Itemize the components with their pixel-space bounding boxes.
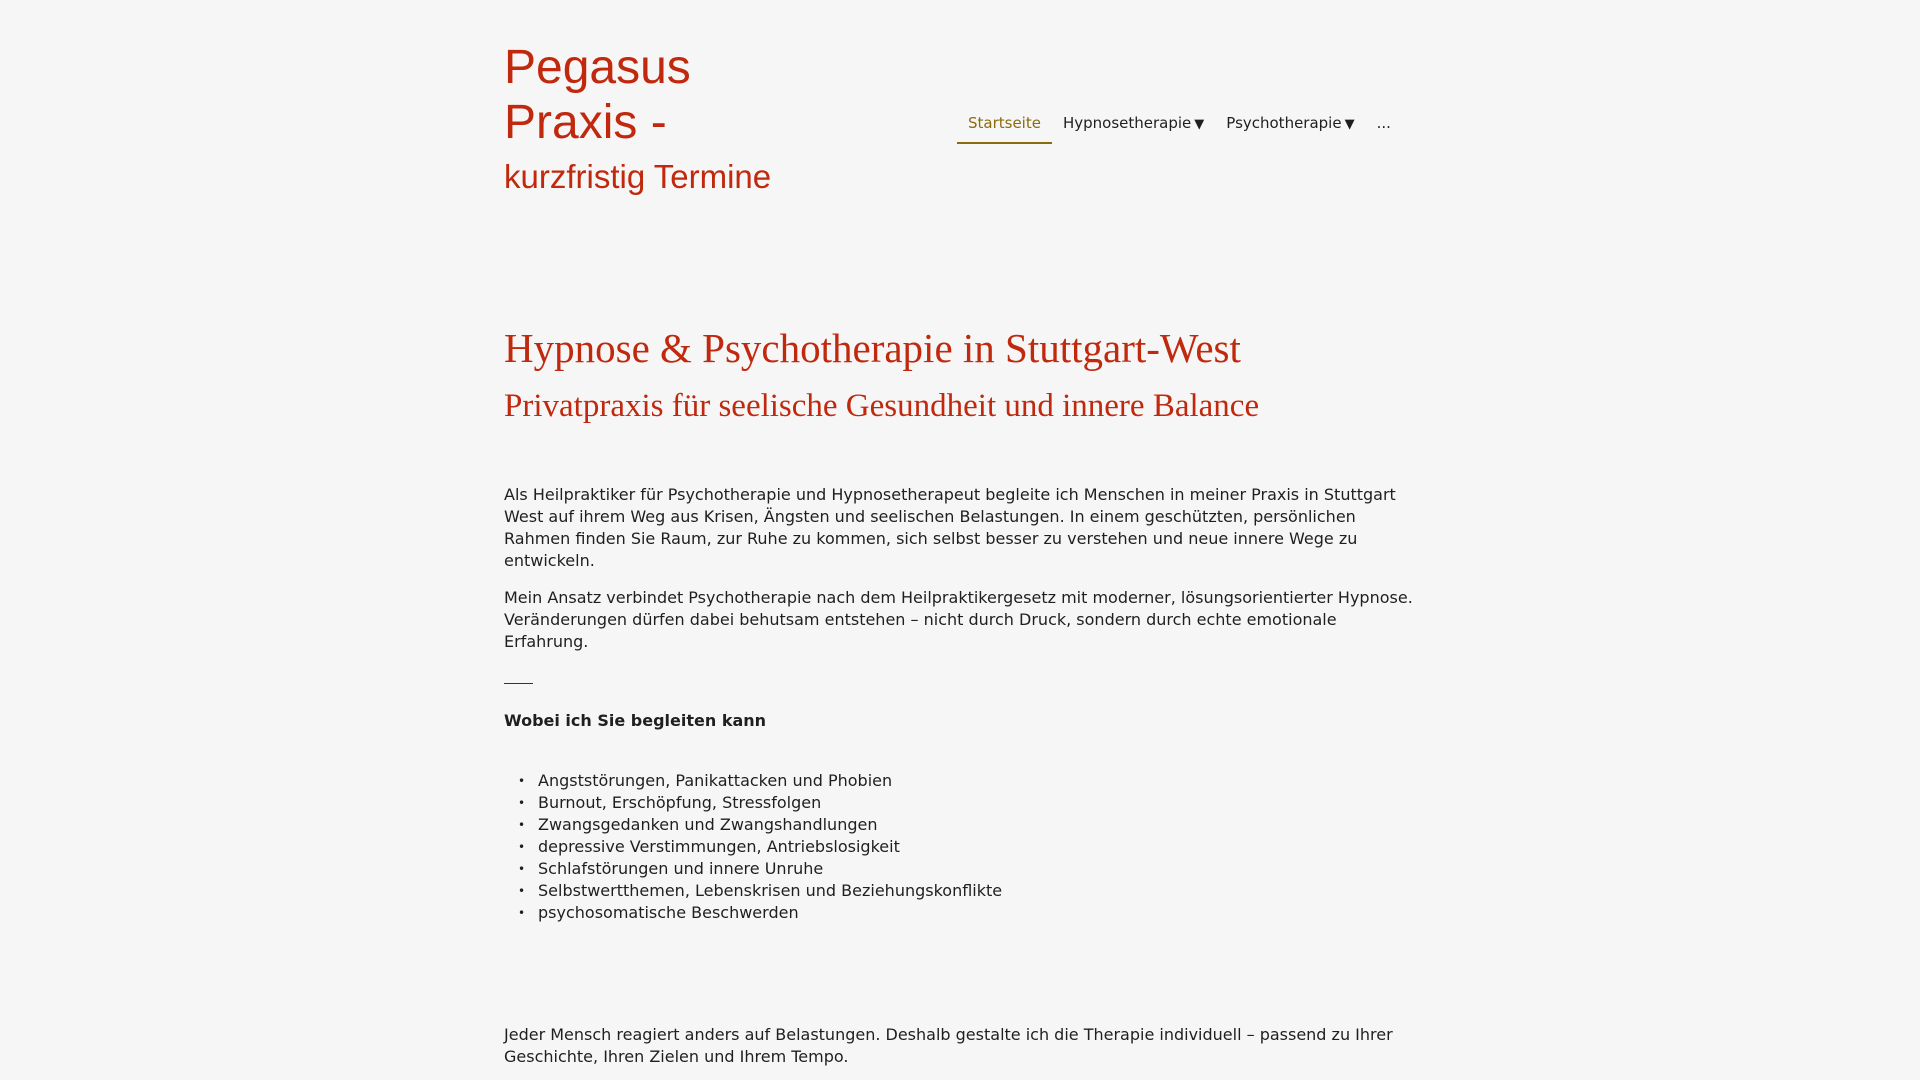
nav-item-hypnosetherapie[interactable] xyxy=(1052,108,1215,142)
logo-line-1: Pegasus xyxy=(504,41,691,94)
main-navigation xyxy=(957,108,1402,144)
page-title: Hypnose & Psychotherapie in Stuttgart-West xyxy=(504,325,1241,371)
support-heading: Wobei ich Sie begleiten kann xyxy=(504,711,767,730)
list-item: • Schlafstörungen und innere Unruhe xyxy=(538,858,1416,880)
closing-paragraph: Jeder Mensch reagiert anders auf Belastungen. Deshalb gestalte ich die Therapie individuell – passend zu Ihrer Geschichte, Ihren Zielen und Ihrem Tempo. xyxy=(504,1025,1393,1066)
support-list xyxy=(504,770,1416,924)
nav-item-psychotherapie[interactable] xyxy=(1215,108,1365,142)
more-icon: ... xyxy=(1376,114,1391,132)
intro-paragraph-1: Als Heilpraktiker für Psychotherapie und Hypnosetherapeut begleite ich Menschen in meiner Praxis in Stuttgart West auf ihrem Weg aus Krisen, Ängsten und seelischen Belastungen. In einem geschützten, persönlichen Rahmen finden Sie Raum, zur Ruhe zu kommen, sich selbst besser zu verstehen und neue innere Wege zu entwickeln. xyxy=(504,485,1396,570)
list-item: • depressive Verstimmungen, Antriebslosigkeit xyxy=(538,836,1416,858)
logo-line-2: Praxis - xyxy=(504,96,667,149)
dropdown-arrow-icon: ▼ xyxy=(1194,117,1205,132)
nav-item-more[interactable] xyxy=(1366,108,1402,142)
divider xyxy=(504,683,533,684)
nav-label: Hypnosetherapie xyxy=(1062,114,1192,132)
page-subtitle: Privatpraxis für seelische Gesundheit und innere Balance xyxy=(504,388,1260,424)
main-content xyxy=(504,320,1416,1080)
list-item: • Burnout, Erschöpfung, Stressfolgen xyxy=(538,792,1416,814)
dropdown-arrow-icon: ▼ xyxy=(1344,117,1355,132)
nav-label: Startseite xyxy=(968,114,1041,132)
logo-tagline: kurzfristig Termine xyxy=(504,158,772,195)
nav-label: Psychotherapie xyxy=(1226,114,1342,132)
intro-paragraph-2: Mein Ansatz verbindet Psychotherapie nach dem Heilpraktikergesetz mit moderner, lösungsorientierter Hypnose. Veränderungen dürfen dabei behutsam entstehen – nicht durch Druck, sondern durch echte emotionale Erfahrung. xyxy=(504,588,1413,651)
list-item: • Angststörungen, Panikattacken und Phobien xyxy=(538,770,1416,792)
list-item: • Selbstwertthemen, Lebenskrisen und Beziehungskonflikte xyxy=(538,880,1416,902)
list-item: • Zwangsgedanken und Zwangshandlungen xyxy=(538,814,1416,836)
nav-item-startseite[interactable] xyxy=(957,108,1052,144)
site-logo[interactable] xyxy=(504,40,804,197)
list-item: • psychosomatische Beschwerden xyxy=(538,902,1416,924)
